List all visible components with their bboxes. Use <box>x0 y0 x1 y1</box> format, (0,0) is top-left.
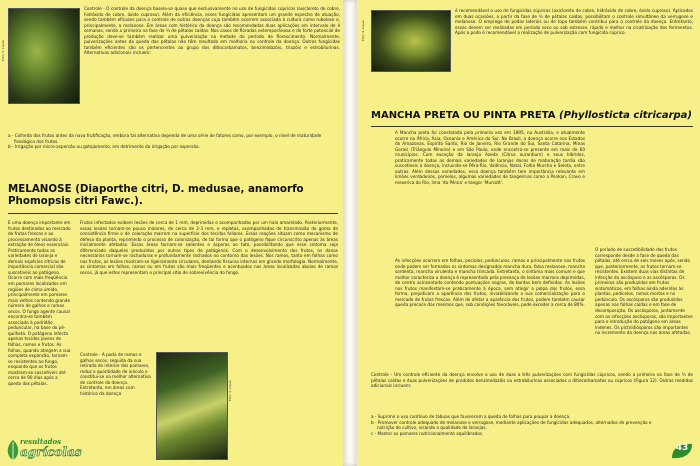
melanose-title: MELANOSE (Diaporthe citri, D. medusae, anamorfo Phomopsis citri Fawc.). <box>8 183 304 207</box>
title-underline-right <box>371 126 693 127</box>
bullet-item: b - Promover controle adequado de melanose e verrugose, mediante aplicações de fungicidas adequados, alternados de prevenção e nutrição do cultivo, visando a qualidade de laranjas. <box>371 419 652 431</box>
photo-credit-2: Foto: S. Lopes <box>228 380 232 402</box>
mancha-col1-a <box>395 130 585 252</box>
resultados-agricolas-logo <box>4 437 82 463</box>
bullet-item: c - Manter os pomares nutricionalmente equilibrados. <box>371 430 484 436</box>
mancha-controle <box>371 372 693 412</box>
logo-text-line2: agrícolas <box>20 445 82 459</box>
mancha-controle-text: Controle - Um controle eficiente da doença envolve o uso de duas a três pulverizações com fungicidas cúpricos, sendo a primeira na fase de ¾ de pétalas caídas e duas pulverizações de produtos benzimidazóis ou estrobilurinas associados a ditiocarbamatos ou cúpricos (Figura 12). Outras medidas adicionais incluem: <box>371 372 693 389</box>
controle-paragraph <box>84 6 340 126</box>
right-page <box>357 0 700 466</box>
melanose-col1 <box>8 220 72 420</box>
right-top-paragraph <box>455 8 693 78</box>
bullet-item: b - Irrigação por micro-aspersão ou gotejamento, em detrimento da irrigação por aspersão. <box>8 144 200 150</box>
right-bullet-list <box>371 414 661 436</box>
right-top-text: é recomendável o uso de fungicidas cúpricos (oxicloreto de cobre, hidróxido de cobre, óxido cuproso). Aplicados em duas ocasiões, a partir da fase de ¾ de pétalas caídas, possibilitam o controle simultâneo da verrugose e melanose. O emprego de podas laterais ou de topo também contribui para o controle da doença. Entretanto, essas devem ser realizadas em período seco ou sob estresse, rápido e melhor na cicatrização dos ferimentos. Após a poda é recomendável a realização de pulverização com fungicida cúprico. <box>455 8 693 36</box>
mancha-title-species: (Phyllosticta citricarpa) <box>559 110 692 121</box>
mancha-title <box>371 110 700 122</box>
photo-credit: Foto: S. Lopes <box>1 40 5 62</box>
bullet-item: a - Suprimir o uso contínuo de tabuas que favorecem a queda de folhas para poupar a doença. <box>371 414 571 419</box>
logo-text-line1: resultados <box>20 437 62 446</box>
bullet-item: a - Colheita dos frutos antes da nova frutificação, embora tal alternativa dependa de uma série de fatores como, por exemplo, o nível de maturidade fisiológica dos frutos. <box>8 133 322 144</box>
col2-top-text: Frutos infectados exibem lesões de cerca de 1 mm, deprimidas e acompanhadas por um halo amarelado. Posteriormente, essas lesões tornam-se pouco maiores, de cerca de 2-3 mm, e repletas, acompanhadas de transmissão de goma de consistência firme e de coloração marrom na superfície dos tecidos foliares. Essas reações situam como mecanismo de defesa da planta, reprimindo o processo de colonização, de tal forma que o patógeno fique circunscrito apenas às áreas inicialmente afetadas. Essas áreas tornam-se salientes e ásperas ao tato, possibilitando que esse sintoma seja diferenciado daqueles produzidos por outros tipos de patógenos. Com o desenvolvimento dos frutos, os danos necessários tornam-se rachaduras e profundamente rachados no contorno das lesões. Nos ramos, tanto em folhas como nos frutos, as lesões mostram-se ligeiramente circulares, dentando fissuras internas em grande morfologia. Normalmente, as sintomas em folhas, ramos ou em frutos são mais freqüentes e acentuados nas áreas localizadas abaixo de ramos secos, já que estes representam o principal sítio de sobrevivência do fungo. <box>80 220 338 275</box>
mancha-col1-b-text: As infecções ocorrem em folhas, pecíolos, pedúnculos, ramos e principalmente nos frutos onde podem ser formados os sintomas designados mancha dura, falsa melanose, mancha sardenta, mancha virulenta e mancha trincada. Entretanto, o sintoma mais comum e que melhor caracteriza a doença é representado pela presença de lesões marrons deprimidas, de centro acinzentado contendo pontuações negras, de bordas bem definidas. As lesões nos frutos manifestam-se praticamente à época, sem atingir a polpa dos frutos, essa forma, prejudicam a aparência dos frutos, inviabilizando a sua comercialização para o mercado de frutas frescas. Além de afetar a aparência dos frutos, podem também causar queda precoce dos mesmos que, sob condições favoráveis, pode exceder a cerca de 80%. <box>395 258 585 308</box>
mancha-title-main: MANCHA PRETA OU PINTA PRETA <box>371 110 556 121</box>
mancha-col1-a-text: A Mancha preta foi constatada pela primeira vez em 1895, na Austrália, e atualmente ocorre na África, Ásia, Oceania e América do Sul. No Brasil, a doença ocorre nos Estados do Amazonas, Espírito Santo, Rio de Janeiro, Rio Grande do Sul, Santa Catarina, Minas Gerais (Triângulo Mineiro) e em São Paulo, onde encontra-se presente em mais de 60 municípios. Com exceção da laranja Azeda (Citrus aurantium) e seus híbridos, praticamente todas as demais variedades de laranjas doces de maturação tardia são suscetíveis à doença, incluindo-se Pêra-Rio, Valência, Natal, Folha Murcha e Seleta, entre outras. Além dessas variedades, essa doença também tem importância relevante em limões verdadeiros, pomelos, algumas variedades de tangerinas como a Ponkan, Cravo e mexerica do Rio, lima 'da Pérsia' e tangor 'Murcott'. <box>395 130 585 185</box>
page-gutter <box>343 0 357 466</box>
col1-text: É uma doença importante em frutos destinados ao mercado de frutas frescas e ao processamento visando à extração de óleos essenciais. Praticamente todas as variedades de laranja e demais espécies cítricas de importância comercial são suscetíveis ao patógeno. Ocorre com mais freqüência em pomares localizados em regiões de clima úmido, principalmente em pomares mais velhos contendo grande número de galhos e ramos secos. O fungo agente causal encontra-se também associado à podridão peduncular, na base do pé-quilheta. O patógeno infecta apenas tecidos jovens de folhas, ramos e frutos. As folhas, quando atingem a sua completa expansão, tornam-se resistentes ao fungo, enquanto que os frutos mostram-se suscetíveis até cerca de 90 dias após a queda das pétalas. <box>8 220 71 386</box>
photo-credit-3: Foto: S. Lopes <box>361 20 365 42</box>
title-underline <box>8 213 338 214</box>
melanose-col2-top <box>80 220 338 348</box>
branch-photo <box>156 352 228 460</box>
mancha-col2 <box>595 247 693 369</box>
page-number-badge <box>670 442 694 460</box>
left-bullet-list <box>8 133 338 150</box>
left-page <box>0 0 343 466</box>
controle-text: Controle - O controle da doença baseia-se quase que exclusivamente no uso de fungicidas cúpricos (oxicloreto de cobre, hidróxido de cobre, óxido cuproso). Além da eficiência, esses fungicidas apresentam um grande espectro de atuação, sendo também eficazes para o controle de outras doenças cuja também ocorrem associada à cultura como rubelose e, principalmente, a melanose. Em áreas com histórico da doença são recomendadas duas aplicações em intervalo de 4 semanas, sendo a primeira na fase de ¾ de pétalas caídas. Nos casos de floradas extemporâneas e de forte potencial de produção deve-se também realizar uma pulverização na metade do período de florescimento. Normalmente, pulverizações antes da queda das pétalas não têm resultado em melhoria no controle da doença. Outros fungicidas também eficientes são os pertencentes ao grupo dos ditiocarbamatos, benzimidazóis, triazóis e estrobilurinas. Alternativas adicionais incluem: <box>84 6 340 56</box>
col2-bottom-text: Controle - A poda de ramos e galhos secos, seguida da sua retirada do interior dos pomares, reduz a quantidade de inóculo e constitui-se na melhor alternativa de controle da doença. Entretanto, em áreas com histórico da doença <box>80 352 151 396</box>
mancha-col2-text: O período de suscetibilidade dos frutos corresponde desde a fase de queda das pétalas, até cerca de seis meses após, sendo que, posteriormente, os frutos tornam-se resistentes. Existem duas vias distintas de infecção do ascósporo e as ascósporas. Os primeiros são produzidos em frutos sintomáticos, em folhas ainda aderidas às plantas, pedicelos, ramos mortos e no pedúnculo. Os ascósporos são produzidos apenas nas folhas caídas e em fase de decomposição. Os ascósporos, juntamente com as infecções ascósporas, são importantes para o introdução do patógeno em áreas indenes. Os pictnidiósporos são importantes no incremento da doença nas áreas afetadas. <box>595 247 693 336</box>
fruit-photo <box>371 10 451 72</box>
mancha-col1-b <box>395 258 585 368</box>
page-number: 43 <box>675 443 689 453</box>
leaf-photo-top <box>8 8 80 104</box>
melanose-col2-bottom <box>80 352 152 458</box>
